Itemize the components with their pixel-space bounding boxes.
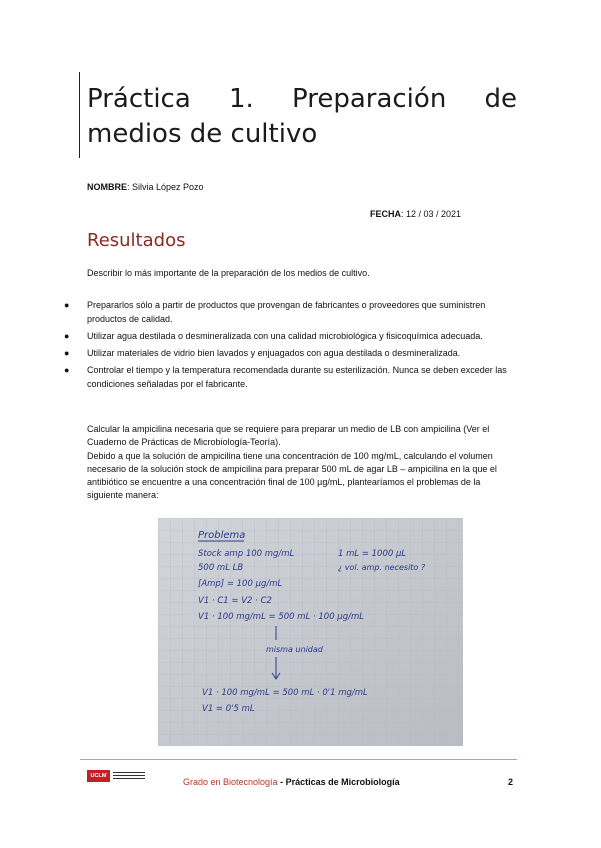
bullet-icon: ● [64,331,70,341]
intro-text: Describir lo más importante de la preparación de los medios de cultivo. [87,268,370,278]
bullet-text: Prepararlos sólo a partir de productos que provengan de fabricantes o proveedores que suministren productos de calidad. [87,300,486,324]
nombre-value: Silvia López Pozo [132,182,204,192]
fecha-value: 12 / 03 / 2021 [406,209,462,219]
hw-line-1b: 1 mL = 1000 µL [338,549,407,559]
footer-separator: - [277,777,286,787]
bullet-text: Controlar el tiempo y la temperatura recomendada durante su esterilización. Nunca se deben exceder las condiciones señaladas por el fabricante. [87,365,507,389]
nombre-field: NOMBRE: Silvia López Pozo [87,182,204,192]
bullet-list [64,298,516,394]
handwritten-notes-photo [158,518,463,746]
bullet-text: Utilizar agua destilada o desmineralizada con una calidad microbiológica y fisicoquímica adecuada. [87,331,483,341]
title-accent-bar [79,72,80,158]
hw-line-2a: 500 mL LB [198,563,244,573]
list-item [64,346,516,360]
hw-line-3: [Amp] = 100 µg/mL [198,579,283,589]
hw-line-4: V1 · C1 = V2 · C2 [198,596,272,606]
fecha-label: FECHA [370,209,401,219]
page-title: Práctica 1. Preparación de medios de cultivo [87,84,517,149]
nombre-label: NOMBRE [87,182,127,192]
footer-divider [80,759,517,760]
hw-line-5: V1 · 100 mg/mL = 500 mL · 100 µg/mL [198,612,364,622]
list-item [64,329,516,343]
footer-course [183,777,400,787]
problem-paragraph [87,423,517,503]
uclm-logo [87,770,147,788]
bullet-icon: ● [64,348,70,358]
footer-subject: Prácticas de Microbiología [285,777,400,787]
bullet-icon: ● [64,365,70,375]
footer-degree: Grado en Biotecnología [183,777,278,787]
section-title: Resultados [87,230,186,251]
paragraph-line-1: Calcular la ampicilina necesaria que se requiere para preparar un medio de LB con ampicilina (Ver el Cuaderno de Prácticas de Microbiología-Teoría). [87,424,490,448]
bullet-text: Utilizar materiales de vidrio bien lavados y enjuagados con agua destilada o desmineralizada. [87,348,461,358]
hw-line-8: V1 = 0'5 mL [202,704,255,714]
hw-line-2b: ¿ vol. amp. necesito ? [338,563,426,572]
hw-line-7: V1 · 100 mg/mL = 500 mL · 0'1 mg/mL [202,688,368,698]
bullet-icon: ● [64,300,70,310]
list-item [64,363,516,391]
logo-mark: UCLM [87,770,110,782]
hw-heading: Problema [198,530,246,541]
list-item [64,298,516,326]
fecha-field: FECHA: 12 / 03 / 2021 [370,209,462,219]
notebook-page [158,518,463,746]
hw-line-1a: Stock amp 100 mg/mL [198,549,295,559]
page-number: 2 [508,777,514,787]
logo-wordmark [113,772,145,781]
paragraph-line-2: Debido a que la solución de ampicilina tiene una concentración de 100 mg/mL, calculando el volumen necesario de la solución stock de ampicilina para preparar 500 mL de agar LB – ampicilina en la que el antibiótico se encuentre a una concentración final de 100 µg/mL, plantearíamos el problemas de la siguiente manera: [87,450,497,501]
hw-line-6: misma unidad [266,645,323,654]
